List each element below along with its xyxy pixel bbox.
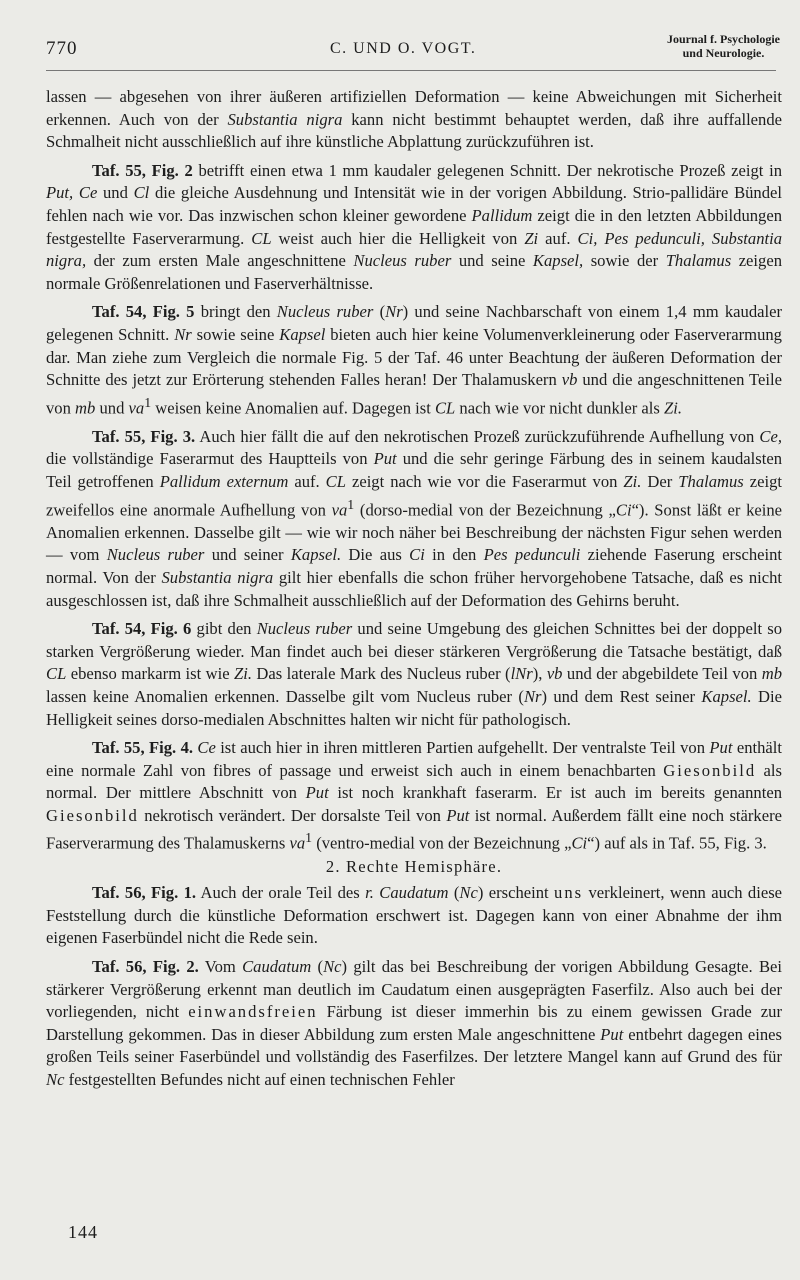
text-run: betrifft einen etwa 1 mm kaudaler gelegenen Schnitt. Der nekrotische Prozeß zeigt in: [192, 160, 782, 180]
text-run: die gleiche Ausdehnung und Intensität wie in der vorigen Abbildung. Strio-pallidäre Bündel fehlen nach wie vor. Das inzwischen schon kleiner gewordene: [46, 183, 782, 225]
italic-term: Put: [305, 783, 329, 803]
spaced-term: einwandsfreien: [188, 1002, 318, 1022]
italic-term: Ci: [409, 545, 425, 565]
figure-reference: Taf. 55, Fig. 2: [92, 160, 193, 180]
journal-line-1: Journal f. Psychologie: [667, 32, 780, 46]
italic-term: Ce,: [759, 426, 782, 446]
italic-term: Ce: [197, 738, 216, 758]
paragraph: [46, 160, 782, 296]
italic-term: CL: [434, 398, 456, 418]
italic-term: Cl: [133, 183, 150, 203]
text-run: (ventro-medial von der Bezeichnung „: [312, 834, 572, 853]
paragraph: [46, 86, 782, 154]
text-run: kann nicht bestimmt behauptet werden, daß ihre auffallende Schmalheit nicht ausschließlich auf ihre künstliche Abplattung zurückzuführen ist.: [46, 109, 783, 152]
text-run: entbehrt dagegen eines großen Teils seiner Faserbündel und vollständig des Faserfilzes. Der letztere Mangel kann auf Grund des für: [46, 1024, 782, 1067]
italic-term: va: [331, 500, 348, 520]
figure-reference: Taf. 55, Fig. 3.: [92, 426, 196, 446]
text-run: (: [311, 956, 324, 976]
figure-reference: Taf. 56, Fig. 1.: [92, 883, 197, 903]
text-run: und der abgebildete Teil von: [562, 664, 762, 684]
page-number: 770: [46, 38, 78, 59]
text-run: bringt den: [194, 302, 277, 322]
superscript: 1: [305, 830, 313, 846]
italic-term: Thalamus: [678, 472, 744, 492]
figure-reference: Taf. 55, Fig. 4.: [92, 738, 194, 758]
text-run: “) auf als in Taf. 55, Fig. 3.: [587, 834, 767, 853]
paragraph: [46, 956, 782, 1092]
paragraph: [46, 618, 782, 731]
text-run: ist auch hier in ihren mittleren Partien aufgehellt. Der ventralste Teil von: [215, 738, 710, 758]
text-run: weisen keine Anomalien auf. Dagegen ist: [151, 398, 435, 418]
italic-term: va: [128, 398, 145, 418]
italic-term: Nucleus ruber: [353, 251, 452, 271]
superscript: 1: [144, 394, 152, 410]
spaced-term: Giesonbild: [46, 805, 139, 825]
italic-term: Nucleus ruber: [256, 619, 353, 639]
text-run: festgestellten Befundes nicht auf einen technischen Fehler: [64, 1069, 455, 1089]
italic-term: Pes pedunculi: [483, 545, 581, 565]
text-run: lassen — abgesehen von ihrer äußeren artifiziellen Deformation — keine Abweichungen mit Sicherheit erkennen. Auch von der: [46, 87, 782, 129]
text-run: bieten auch hier keine Volumenverkleinerung oder Faserverarmung dar. Man ziehe zum Vergleich die normale Fig. 5 der Taf. 46 unter Beachtung der äußeren Deformation der Schnitte des jetzt zur Erörterung stehenden Falles heran! Der Thalamuskern: [46, 324, 782, 390]
text-run: (: [373, 302, 386, 322]
italic-term: Put, Ce: [46, 183, 98, 203]
text-run: Auch der orale Teil des: [196, 883, 366, 903]
text-run: als normal. Der mittlere Abschnitt von: [46, 760, 782, 803]
page-header: [46, 30, 780, 70]
text-run: ) erscheint: [477, 883, 555, 903]
text-run: auf.: [288, 472, 326, 492]
text-run: zeigt zweifellos eine anormale Aufhellung von: [46, 472, 783, 520]
spaced-term: Giesonbild: [663, 760, 757, 780]
text-run: gibt den: [191, 619, 257, 639]
text-run: verkleinert, wenn auch diese Feststellung durch die künstliche Deformation erschwert ist. Dagegen kann von einer Abnahme der ihm eigenen Faserbündel nicht die Rede sein.: [46, 883, 783, 948]
italic-term: mb: [75, 398, 96, 418]
text-run: Vom: [198, 956, 243, 976]
text-run: Der: [641, 472, 679, 492]
italic-term: Put: [373, 449, 397, 469]
text-run: weist auch hier die Helligkeit von: [271, 228, 525, 248]
italic-term: Ci: [615, 500, 632, 520]
text-run: “). Sonst läßt er keine Anomalien erkennen. Dasselbe gilt — wie wir noch näher bei Beschreibung der nächsten Figur sehen werden — vom: [46, 500, 783, 565]
paragraph: [46, 426, 782, 612]
italic-term: Kapsel,: [532, 251, 584, 271]
text-run: die vollständige Faserarmut des Hauptteils von: [46, 449, 374, 469]
italic-term: Nucleus ruber: [276, 302, 374, 322]
section-heading: 2. Rechte Hemisphäre.: [325, 856, 503, 876]
italic-term: r. Caudatum: [365, 883, 449, 903]
text-run: und: [95, 398, 129, 418]
paragraph: [46, 882, 782, 950]
paragraph: [46, 301, 782, 420]
figure-reference: Taf. 56, Fig. 2.: [92, 956, 199, 976]
italic-term: Zi.: [623, 472, 642, 492]
italic-term: Substantia nigra: [161, 567, 274, 587]
italic-term: Kapsel.: [701, 686, 752, 706]
text-run: ziehende Faserung erscheint normal. Von der: [46, 545, 782, 587]
text-run: (: [448, 883, 460, 903]
text-run: Färbung ist dieser immerhin bis zu einem gewissen Grade zur Darstellung gekommen. Das in dieser Abbildung zum ersten Male angeschnittene: [46, 1002, 782, 1044]
text-run: gilt hier ebenfalls die schon früher hervorgehobene Tatsache, daß es nicht ausgeschlossen ist, daß ihre Schmalheit ausschließlich auf der Deformation des Gehirns beruht.: [46, 567, 782, 610]
text-run: und die sehr geringe Färbung des in seinem kaudalsten Teil getroffenen: [46, 449, 783, 492]
italic-term: lNr: [510, 664, 533, 684]
italic-term: Nr: [174, 324, 192, 344]
italic-term: Caudatum: [242, 956, 312, 976]
italic-term: vb: [546, 664, 563, 684]
italic-term: Nc: [459, 883, 478, 903]
text-run: Die aus: [341, 545, 410, 565]
text-run: ) gilt das bei Beschreibung der vorigen Abbildung Gesagte. Bei stärkerer Vergrößerung erkennt man deutlich im Caudatum einen ausgeprägten Faserfilz. Also auch bei der vorliegenden, nicht: [46, 956, 782, 1022]
text-run: sowie der: [583, 251, 666, 271]
signature-mark: 144: [68, 1222, 98, 1242]
text-run: Das laterale Mark des Nucleus ruber (: [252, 664, 511, 684]
italic-term: Kapsel.: [290, 545, 342, 565]
text-run: ebenso markarm ist wie: [66, 664, 235, 684]
italic-term: Put: [600, 1024, 624, 1044]
italic-term: Ci, Pes pedunculi, Substantia nigra,: [46, 228, 783, 271]
text-run: sowie seine: [191, 324, 280, 344]
italic-term: Pallidum externum: [159, 472, 289, 492]
text-run: und die angeschnittenen Teile von: [46, 370, 782, 418]
italic-term: Nr: [385, 302, 403, 322]
italic-term: mb: [761, 664, 783, 684]
running-head-authors: C. UND O. VOGT.: [330, 40, 477, 57]
italic-term: CL: [46, 664, 67, 684]
italic-term: CL: [325, 472, 346, 492]
text-run: ),: [532, 664, 547, 684]
text-run: und seine: [451, 251, 533, 271]
italic-term: Nc: [323, 956, 342, 976]
paragraph: [46, 737, 782, 856]
text-run: auf.: [538, 228, 578, 248]
text-run: zeigen normale Größenrelationen und Faserverhältnisse.: [46, 251, 782, 293]
running-head-journal: [667, 32, 780, 60]
italic-term: CL: [251, 228, 272, 248]
superscript: 1: [347, 496, 355, 512]
italic-term: Zi.: [664, 398, 683, 418]
italic-term: va: [289, 834, 306, 853]
figure-reference: Taf. 54, Fig. 6: [92, 619, 192, 639]
text-run: Auch hier fällt die auf den nekrotischen Prozeß zurückzuführende Aufhellung von: [195, 426, 760, 446]
text-run: nekrotisch verändert. Der dorsalste Teil von: [138, 805, 447, 825]
text-run: Die Helligkeit seines dorso-medialen Abschnittes halten wir nicht für pathologisch.: [46, 686, 782, 729]
text-run: (dorso-medial von der Bezeichnung „: [354, 500, 616, 520]
figure-reference: Taf. 54, Fig. 5: [92, 302, 195, 322]
text-run: der zum ersten Male angeschnittene: [86, 251, 354, 271]
text-run: und seine Umgebung des gleichen Schnittes bei der doppelt so starken Vergrößerung wieder. Man findet auch bei dieser stärkeren Vergrößerung die Tatsache bestätigt, daß: [46, 619, 783, 661]
journal-line-2: und Neurologie.: [682, 46, 765, 60]
header-rule: [46, 70, 776, 71]
text-run: und: [97, 183, 134, 203]
italic-term: Zi.: [234, 664, 253, 684]
italic-term: Pallidum: [471, 205, 533, 225]
italic-term: Nc: [46, 1069, 65, 1089]
text-run: ) und seine Nachbarschaft von einem 1,4 mm kaudaler gelegenen Schnitt.: [46, 302, 782, 344]
italic-term: Nr: [523, 686, 542, 706]
text-run: lassen keine Anomalien erkennen. Dasselbe gilt vom Nucleus ruber (: [46, 686, 524, 706]
text-run: ist noch krankhaft faserarm. Er ist auch im bereits genannten: [328, 783, 782, 803]
italic-term: Zi: [524, 228, 539, 248]
italic-term: Thalamus: [665, 251, 732, 271]
italic-term: Ci: [571, 834, 588, 853]
italic-term: Put: [446, 805, 470, 825]
italic-term: Substantia nigra: [227, 109, 343, 129]
text-run: und seiner: [204, 545, 291, 565]
text-run: zeigt die in den letzten Abbildungen festgestellte Faserverarmung.: [46, 205, 783, 248]
italic-term: Nucleus ruber: [106, 545, 205, 565]
italic-term: Kapsel: [279, 324, 326, 344]
text-run: ) und dem Rest seiner: [541, 686, 702, 706]
spaced-term: uns: [554, 883, 584, 903]
text-run: enthält eine normale Zahl von fibres of passage und erweist sich auch in einem benachbarten: [46, 738, 782, 780]
italic-term: Put: [709, 738, 733, 758]
text-run: ist normal. Außerdem fällt eine noch stärkere Faserverarmung des Thalamuskerns: [46, 805, 782, 853]
text-run: zeigt nach wie vor die Faserarmut von: [345, 472, 624, 492]
text-run: nach wie vor nicht dunkler als: [455, 398, 665, 418]
body-text: [46, 86, 782, 1092]
text-run: in den: [424, 545, 484, 565]
italic-term: vb: [561, 370, 578, 390]
